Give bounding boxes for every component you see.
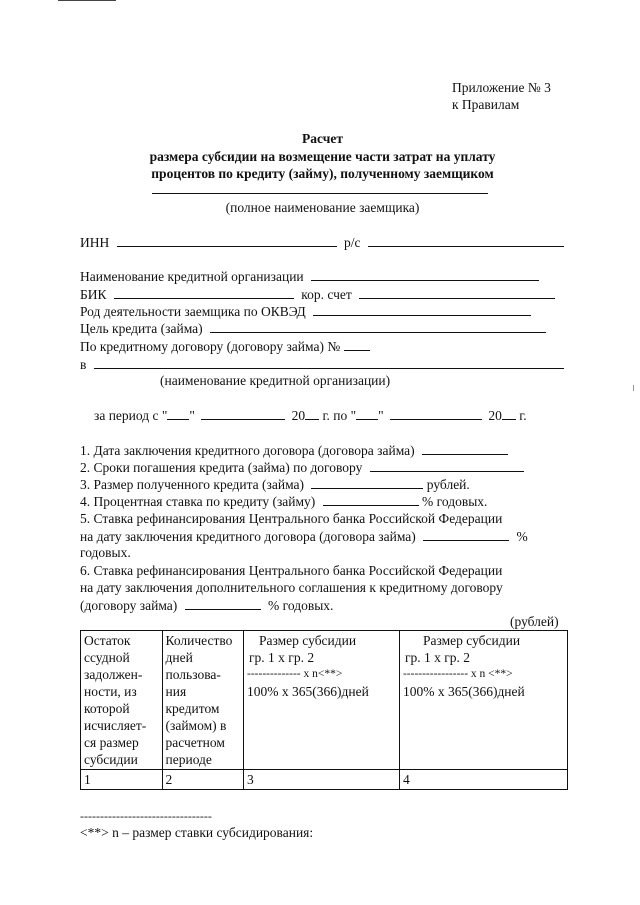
col4-title: Размер субсидии (422, 633, 521, 648)
item-2-text: 2. Сроки погашения кредита (займа) по договору (80, 460, 363, 475)
col-number-3: 3 (244, 770, 400, 790)
corr-account-label: кор. счет (301, 287, 352, 302)
in-label: в (80, 357, 87, 372)
col2-line: Количество (165, 633, 233, 648)
bank-row (80, 268, 539, 285)
item-5-percent: % (516, 529, 528, 544)
purpose-label: Цель кредита (займа) (80, 321, 203, 336)
item-2 (80, 459, 524, 476)
col2-line: кредитом (165, 701, 220, 716)
okved-row (80, 303, 531, 320)
bank-name-label: Наименование кредитной организации (80, 269, 304, 284)
col1-line: ссудной (84, 650, 130, 665)
contract-label: По кредитному договору (договору займа) № (80, 339, 341, 354)
item-6-unit: % годовых. (268, 598, 334, 613)
borrower-caption: (полное наименование заемщика) (225, 200, 420, 215)
corr-account-field[interactable] (359, 286, 555, 299)
period-quote: " (189, 408, 195, 423)
period-from-year[interactable] (305, 407, 319, 420)
col-number-2: 2 (162, 770, 244, 790)
item-6-text: (договору займа) (80, 598, 178, 613)
item-4-field[interactable] (323, 493, 419, 506)
table-number-row (81, 770, 568, 790)
col4-fraction-bar: ----------------- х n <**> (402, 668, 513, 680)
col3-title: Размер субсидии (259, 633, 357, 648)
bank-name-field[interactable] (311, 268, 539, 281)
subsidy-table (80, 630, 568, 790)
item-5-text: на дату заключения кредитного договора (договора займа) (80, 529, 416, 544)
period-to-day[interactable] (356, 407, 378, 420)
item-1 (80, 442, 508, 459)
doc-title-line3: процентов по кредиту (займу), полученному заемщиком (151, 166, 494, 181)
period-year-suffix: г. (519, 408, 527, 423)
item-3 (80, 476, 470, 493)
col1-header (81, 631, 163, 770)
inn-label: ИНН (80, 235, 110, 250)
item-5-field[interactable] (423, 528, 509, 541)
period-row (94, 407, 527, 424)
account-label: р/с (344, 235, 361, 250)
in-bank-row (80, 356, 564, 373)
col2-line: (займом) в (165, 718, 227, 733)
item-6-line3 (80, 597, 333, 614)
item-6-line2: на дату заключения дополнительного соглашения к кредитному договору (80, 580, 503, 595)
period-quote-2: " (378, 408, 384, 423)
item-6-field[interactable] (185, 597, 261, 610)
item-4-text: 4. Процентная ставка по кредиту (займу) (80, 494, 316, 509)
col-number-1: 1 (81, 770, 163, 790)
appendix-number: Приложение № 3 (452, 80, 551, 95)
period-to-year[interactable] (502, 407, 516, 420)
col1-line: которой (84, 701, 130, 716)
footnote-rule: --------------------------------- (80, 809, 212, 823)
doc-title: Расчет (302, 131, 343, 146)
inn-row (80, 234, 564, 251)
col2-line: ния (165, 684, 187, 699)
item-6-line1: 6. Ставка рефинансирования Центрального банка Российской Федерации (80, 563, 503, 578)
bik-row (80, 286, 555, 303)
bik-field[interactable] (114, 286, 294, 299)
item-5-line1: 5. Ставка рефинансирования Центрального банка Российской Федерации (80, 511, 503, 526)
contract-row (80, 338, 370, 355)
col2-line: пользова- (165, 667, 221, 682)
item-5-line3: годовых. (80, 545, 131, 560)
period-to-month[interactable] (390, 407, 482, 420)
col3-fraction-bar: -------------- х n<**> (247, 668, 343, 680)
okved-label: Род деятельности заемщика по ОКВЭД (80, 304, 306, 319)
bank-caption: (наименование кредитной организации) (160, 373, 391, 388)
col2-line: периоде (165, 752, 212, 767)
col3-numerator: гр. 1 х гр. 2 (249, 650, 315, 665)
item-3-unit: рублей. (426, 477, 470, 492)
col1-line: задолжен- (84, 667, 143, 682)
period-from-month[interactable] (201, 407, 285, 420)
okved-field[interactable] (313, 303, 531, 316)
footnote-text: <**> n – размер ставки субсидирования: (80, 825, 314, 840)
item-1-field[interactable] (422, 442, 508, 455)
bik-label: БИК (80, 287, 107, 302)
col4-numerator: гр. 1 х гр. 2 (404, 650, 471, 665)
item-3-text: 3. Размер полученного кредита (займа) (80, 477, 305, 492)
purpose-row (80, 320, 546, 337)
item-5-line2 (80, 528, 528, 545)
item-4 (80, 493, 487, 510)
doc-title-line2: размера субсидии на возмещение части затрат на уплату (149, 149, 496, 164)
col2-line: расчетном (165, 735, 225, 750)
col1-line: ности, из (84, 684, 137, 699)
col2-line: дней (165, 650, 193, 665)
col1-line: исчисляет- (84, 718, 147, 733)
item-3-field[interactable] (311, 476, 423, 489)
table-header-row (81, 631, 568, 770)
period-from-year-prefix: 20 (291, 408, 306, 423)
period-to-label: г. по " (322, 408, 357, 423)
unit-label: (рублей) (510, 614, 559, 629)
col2-header (162, 631, 244, 770)
purpose-field[interactable] (210, 320, 546, 333)
period-from-label: за период с " (94, 408, 168, 423)
col1-line: Остаток (84, 633, 131, 648)
col4-denominator: 100% х 365(366)дней (402, 684, 525, 699)
col1-line: ся размер (84, 735, 139, 750)
inn-field[interactable] (117, 234, 337, 247)
borrower-name-line[interactable] (152, 181, 488, 198)
col1-line: субсидии (84, 752, 138, 767)
margin-mark (633, 385, 634, 391)
col-number-4: 4 (399, 770, 567, 790)
in-bank-field[interactable] (94, 356, 564, 369)
col3-denominator: 100% х 365(366)дней (247, 684, 369, 699)
item-4-unit: % годовых. (422, 494, 488, 509)
item-2-field[interactable] (370, 459, 524, 472)
appendix-rules: к Правилам (452, 97, 520, 112)
col3-header (244, 631, 400, 770)
top-rule (58, 0, 116, 1)
period-from-day[interactable] (167, 407, 189, 420)
contract-number-field[interactable] (344, 338, 370, 351)
col4-header (399, 631, 567, 770)
item-1-text: 1. Дата заключения кредитного договора (договора займа) (80, 443, 415, 458)
account-field[interactable] (368, 234, 564, 247)
period-to-year-prefix: 20 (488, 408, 502, 423)
